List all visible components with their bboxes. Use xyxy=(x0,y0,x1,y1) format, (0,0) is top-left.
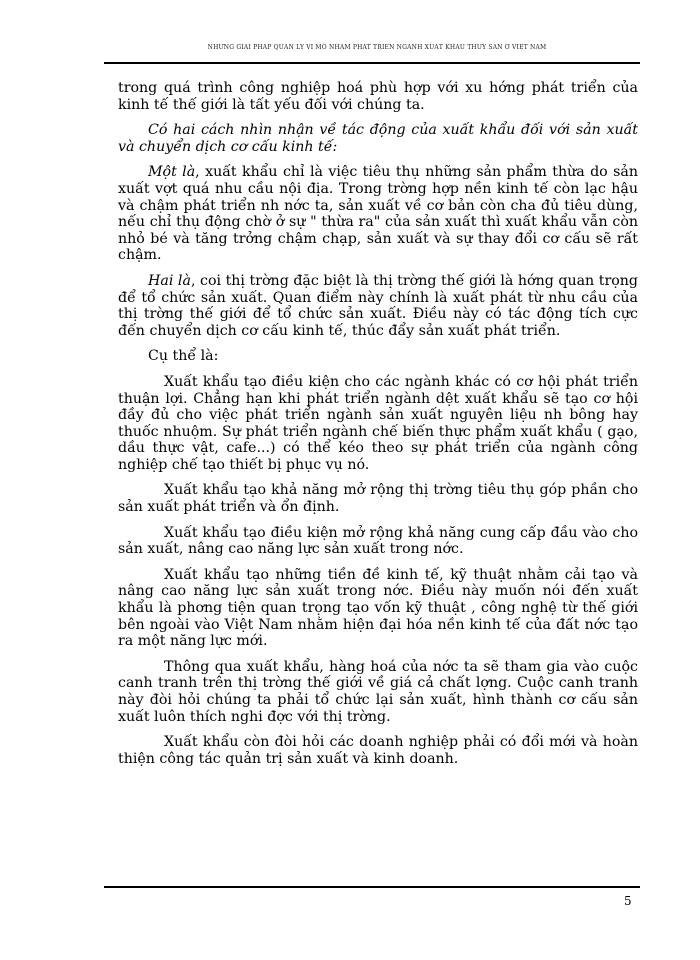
paragraph-two-views: Có hai cách nhìn nhận về tác động của xuất khẩu đối với sản xuất và chuyển dịch cơ cấu kinh tế: xyxy=(118,122,638,155)
paragraph-other-industries: Xuất khẩu tạo điều kiện cho các ngành khác có cơ hội phát triển thuận lợi. Chẳng hạn khi phát triển ngành dệt xuất khẩu sẽ tạo cơ hội đầy đủ cho việc phát triển ngành sản xuất nguyên liệu nh bông hay thuốc nhuộm. Sự phát triển ngành chế biến thực phẩm xuất khẩu ( gạo, dầu thực vật, cafe...) có thể kéo theo sự phát triển của ngành công nghiệp chế tạo thiết bị phục vụ nó. xyxy=(118,373,638,473)
page-number: 5 xyxy=(624,894,632,908)
paragraph-competition: Thông qua xuất khẩu, hàng hoá của nớc ta sẽ tham gia vào cuộc canh tranh trên thị trờng thế giới về giá cả chất lợng. Cuộc canh tranh này đòi hỏi chúng ta phải tổ chức lại sản xuất, hình thành cơ cấu sản xuất luôn thích nghi đợc với thị trờng. xyxy=(118,658,638,725)
first-view-text: , xuất khẩu chỉ là việc tiêu thụ những sản phẩm thừa do sản xuất vợt quá nhu cầu nội địa. Trong trờng hợp nền kinh tế còn lạc hậu và chậm phát triển nh nớc ta, sản xuất về cơ bản còn cha đủ tiêu dùng, nếu chỉ thụ động chờ ở sự " thừa ra" của sản xuất thì xuất khẩu vẫn còn nhỏ bé và tăng trởng chậm chạp, sản xuất và sự thay đổi cơ cấu sẽ rất chậm. xyxy=(118,164,638,264)
paragraph-input-supply: Xuất khẩu tạo điều kiện mở rộng khả năng cung cấp đầu vào cho sản xuất, nâng cao năng lực sản xuất trong nớc. xyxy=(118,524,638,558)
first-view-lead: Một là xyxy=(148,164,196,181)
paragraph-market-expansion: Xuất khẩu tạo khả năng mở rộng thị trờng tiêu thụ góp phần cho sản xuất phát triển và ổn định. xyxy=(118,482,638,516)
paragraph-intro: trong quá trình công nghiệp hoá phù hợp với xu hớng phát triển của kinh tế thế giới là tất yếu đối với chúng ta. xyxy=(118,80,638,113)
footer-rule xyxy=(104,886,640,888)
paragraph-technical-premises: Xuất khẩu tạo những tiền đề kinh tế, kỹ thuật nhằm cải tạo và nâng cao năng lực sản xuất trong nớc. Điều này muốn nói đến xuất khẩu là phơng tiện quan trọng tạo vốn kỹ thuật , công nghệ từ thế giới bên ngoài vào Việt Nam nhằm hiện đại hóa nền kinh tế của đất nớc tạo ra một năng lực mới. xyxy=(118,566,638,650)
second-view-lead: Hai là xyxy=(148,272,191,289)
paragraph-second-view xyxy=(118,273,638,339)
document-body xyxy=(118,80,638,776)
paragraph-management: Xuất khẩu còn đòi hỏi các doanh nghiệp phải có đổi mới và hoàn thiện công tác quản trị sản xuất và kinh doanh. xyxy=(118,734,638,767)
header-rule xyxy=(104,62,640,64)
second-view-text: , coi thị trờng đặc biệt là thị trờng thế giới là hớng quan trọng để tổ chức sản xuất. Quan điểm này chính là xuất phát từ nhu cầu của thị trờng thế giới để tổ chức sản xuất. Điều này có tác động tích cực đến chuyển dịch cơ cấu kinh tế, thúc đẩy sản xuất phát triển. xyxy=(118,272,638,339)
paragraph-first-view xyxy=(118,164,638,264)
running-header: NHỮNG GIẢI PHÁP QUẢN LÝ VĨ MÔ NHẰM PHÁT TRIỂN NGÀNH XUẤT KHẨU THỦY SẢN Ở VIỆT NAM xyxy=(207,44,547,51)
paragraph-specifics: Cụ thể là: xyxy=(148,348,219,365)
